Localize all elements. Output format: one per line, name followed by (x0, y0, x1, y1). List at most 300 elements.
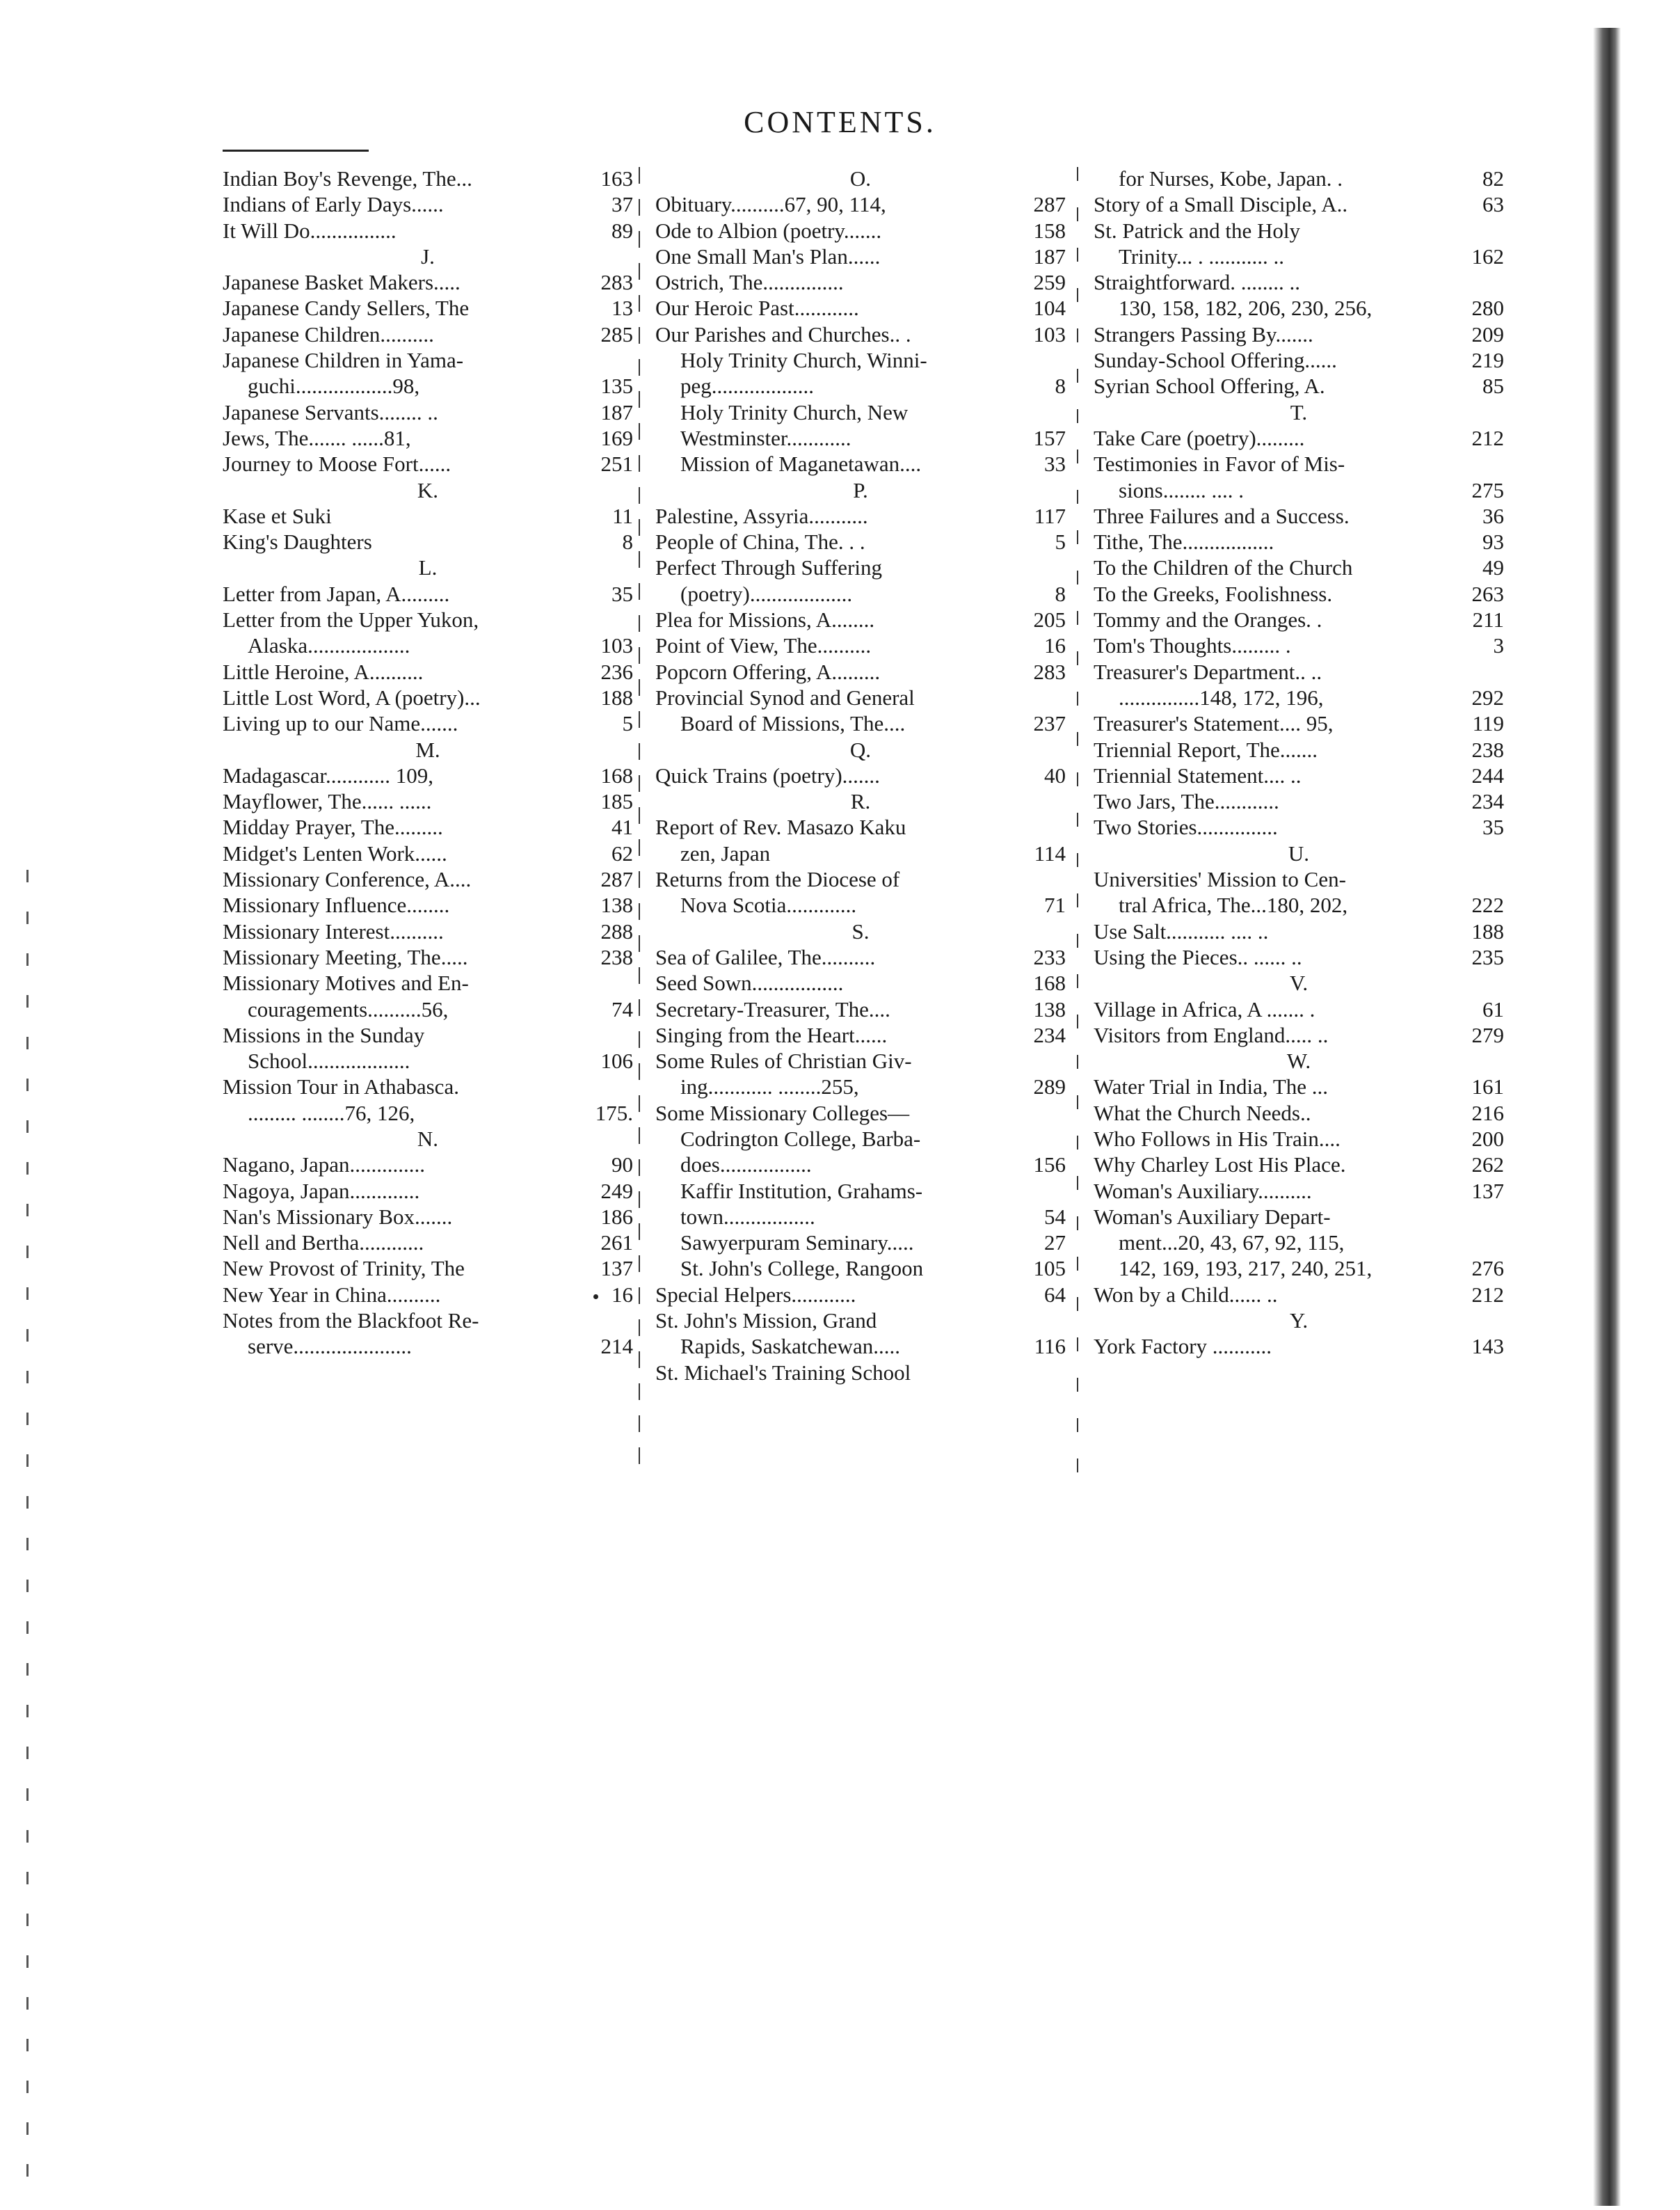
index-entry (1094, 555, 1504, 580)
entry-title: St. John's Mission, Grand (655, 1308, 877, 1333)
entry-title: People of China, The. . . (655, 530, 865, 555)
entry-page-number: 137 (600, 1256, 633, 1281)
entry-page-number: 219 (1471, 348, 1504, 373)
entry-title: Board of Missions, The.... (680, 711, 906, 736)
index-entry (655, 1204, 1066, 1230)
entry-title: Woman's Auxiliary.......... (1094, 1178, 1312, 1203)
entry-title: Popcorn Offering, A......... (655, 659, 881, 684)
index-entry (655, 244, 1066, 269)
entry-title: Quick Trains (poetry)....... (655, 763, 880, 788)
index-entry (1094, 685, 1504, 710)
entry-title: Missionary Meeting, The..... (223, 944, 468, 969)
index-entry (1094, 1022, 1504, 1048)
entry-page-number: 168 (1033, 971, 1066, 996)
left-margin-marks (26, 870, 29, 2206)
entry-page-number: 216 (1471, 1100, 1504, 1125)
index-entry (1094, 321, 1504, 347)
entry-title: does................. (680, 1152, 812, 1177)
entry-page-number: 279 (1471, 1022, 1504, 1047)
entry-page-number: 143 (1471, 1334, 1504, 1359)
index-entry (223, 996, 633, 1022)
index-entry (223, 503, 633, 529)
entry-page-number: 49 (1482, 555, 1504, 580)
section-letter (1094, 970, 1504, 996)
entry-title: York Factory ........... (1094, 1334, 1272, 1359)
entry-title: Little Lost Word, A (poetry)... (223, 685, 481, 710)
entry-page-number: 138 (600, 893, 633, 918)
section-letter (223, 1126, 633, 1152)
entry-page-number: 209 (1471, 321, 1504, 347)
entry-title: sions........ .... . (1119, 477, 1244, 502)
entry-title: 130, 158, 182, 206, 230, 256, (1119, 296, 1373, 321)
index-entry (655, 451, 1066, 477)
index-entry (223, 166, 633, 191)
entry-page-number: 168 (600, 763, 633, 788)
section-letter-text: P. (853, 477, 868, 502)
entry-title: ......... ........76, 126, (248, 1100, 415, 1125)
entry-page-number: 3 (1493, 633, 1504, 658)
index-entry (223, 373, 633, 399)
entry-title: Kaffir Institution, Grahams- (680, 1178, 923, 1203)
section-letter (1094, 841, 1504, 866)
section-letter-text: N. (417, 1126, 439, 1151)
index-entry (223, 892, 633, 918)
section-letter (655, 477, 1066, 503)
entry-title: Our Parishes and Churches.. . (655, 321, 911, 347)
entry-title: Story of a Small Disciple, A.. (1094, 192, 1348, 217)
entry-title: Our Heroic Past............ (655, 296, 859, 321)
entry-title: Seed Sown................. (655, 971, 844, 996)
section-letter-text: R. (850, 789, 871, 814)
index-entry (223, 866, 633, 892)
index-entry (655, 399, 1066, 425)
entry-title: Indian Boy's Revenge, The... (223, 166, 472, 191)
entry-page-number: 222 (1471, 893, 1504, 918)
entry-title: Testimonies in Favor of Mis- (1094, 452, 1345, 477)
entry-title: Sawyerpuram Seminary..... (680, 1230, 914, 1255)
entry-title: Palestine, Assyria........... (655, 503, 868, 528)
entry-page-number: 158 (1033, 218, 1066, 243)
entry-page-number: 233 (1033, 944, 1066, 969)
index-entry (223, 269, 633, 295)
entry-title: Village in Africa, A ....... . (1094, 996, 1315, 1021)
section-letter (223, 244, 633, 269)
index-entry (655, 996, 1066, 1022)
entry-page-number: 5 (1055, 530, 1066, 555)
entry-page-number: 205 (1033, 607, 1066, 633)
entry-page-number: 93 (1482, 530, 1504, 555)
index-entry (655, 529, 1066, 555)
entry-page-number: 41 (611, 815, 633, 840)
index-entry (655, 685, 1066, 710)
section-letter-text: W. (1286, 1049, 1311, 1074)
entry-page-number: 71 (1044, 893, 1066, 918)
entry-title: Nell and Bertha............ (223, 1230, 424, 1255)
index-entry (655, 1152, 1066, 1177)
entry-title: To the Children of the Church (1094, 555, 1353, 580)
entry-page-number: 8 (1055, 374, 1066, 399)
index-entry (223, 633, 633, 658)
entry-page-number: 187 (600, 399, 633, 424)
section-letter (1094, 1048, 1504, 1074)
entry-title: Nagano, Japan.............. (223, 1152, 425, 1177)
entry-title: Japanese Basket Makers..... (223, 270, 461, 295)
entry-page-number: 276 (1471, 1256, 1504, 1281)
entry-title: Japanese Children.......... (223, 321, 434, 347)
entry-page-number: 13 (611, 296, 633, 321)
index-entry (655, 269, 1066, 295)
entry-page-number: 16 (1044, 633, 1066, 658)
entry-page-number: 251 (600, 452, 633, 477)
entry-page-number: 104 (1033, 296, 1066, 321)
index-entry (223, 399, 633, 425)
section-letter (223, 555, 633, 580)
index-entry (655, 425, 1066, 451)
entry-title: Tommy and the Oranges. . (1094, 607, 1322, 633)
section-letter-text: Q. (849, 737, 872, 762)
entry-page-number: 162 (1471, 244, 1504, 269)
entry-title: Use Salt........... .... .. (1094, 919, 1269, 944)
entry-page-number: 175. (595, 1100, 633, 1125)
entry-page-number: 90 (611, 1152, 633, 1177)
index-entry (1094, 1178, 1504, 1204)
index-entry (655, 1178, 1066, 1204)
index-entry (223, 710, 633, 736)
entry-title: Take Care (poetry)......... (1094, 425, 1305, 450)
index-entry (655, 1074, 1066, 1099)
entry-title: Little Heroine, A.......... (223, 659, 424, 684)
entry-title: Provincial Synod and General (655, 685, 915, 710)
entry-title: Trinity... . ........... .. (1119, 244, 1284, 269)
ink-speck (593, 1294, 598, 1299)
index-entry (1094, 710, 1504, 736)
entry-title: Obituary..........67, 90, 114, (655, 192, 886, 217)
entry-title: Returns from the Diocese of (655, 867, 900, 892)
entry-title: Sunday-School Offering...... (1094, 348, 1337, 373)
index-entry (655, 1048, 1066, 1074)
entry-page-number: 37 (611, 192, 633, 217)
index-entry (1094, 244, 1504, 269)
entry-page-number: 64 (1044, 1282, 1066, 1307)
section-letter-text: K. (417, 477, 439, 502)
entry-title: Triennial Statement.... .. (1094, 763, 1302, 788)
index-entry (655, 218, 1066, 244)
index-entry (1094, 892, 1504, 918)
index-entry (655, 321, 1066, 347)
index-entry (1094, 295, 1504, 321)
section-letter (223, 477, 633, 503)
index-entry (655, 1100, 1066, 1126)
entry-page-number: 280 (1471, 296, 1504, 321)
index-entry (223, 1152, 633, 1177)
entry-title: St. John's College, Rangoon (680, 1256, 924, 1281)
entry-title: Nan's Missionary Box....... (223, 1204, 453, 1229)
entry-page-number: 169 (600, 425, 633, 450)
entry-title: Triennial Report, The....... (1094, 737, 1318, 762)
index-entry (223, 659, 633, 685)
index-entry (223, 581, 633, 607)
entry-page-number: 234 (1471, 789, 1504, 814)
section-letter-text: U. (1288, 841, 1310, 866)
index-entry (655, 1307, 1066, 1333)
index-entry (223, 321, 633, 347)
index-entry (655, 944, 1066, 970)
entry-title: Universities' Mission to Cen- (1094, 867, 1346, 892)
entry-page-number: 5 (622, 711, 633, 736)
entry-page-number: 138 (1033, 996, 1066, 1021)
entry-title: Missionary Interest.......... (223, 919, 444, 944)
entry-page-number: 137 (1471, 1178, 1504, 1203)
entry-title: Two Jars, The............ (1094, 789, 1279, 814)
entry-page-number: 62 (611, 841, 633, 866)
entry-page-number: 105 (1033, 1256, 1066, 1281)
index-entry (223, 1048, 633, 1074)
index-entry (655, 633, 1066, 658)
index-column-1 (223, 166, 633, 1360)
entry-page-number: 185 (600, 789, 633, 814)
index-entry (655, 892, 1066, 918)
index-entry (655, 607, 1066, 633)
index-entry (223, 919, 633, 944)
entry-page-number: 54 (1044, 1204, 1066, 1229)
entry-title: Report of Rev. Masazo Kaku (655, 815, 906, 840)
index-entry (1094, 477, 1504, 503)
section-letter-text: V. (1289, 971, 1309, 996)
entry-title: Living up to our Name....... (223, 711, 458, 736)
index-entry (655, 503, 1066, 529)
entry-title: Using the Pieces.. ...... .. (1094, 944, 1302, 969)
section-letter-text: S. (851, 919, 870, 944)
index-entry (655, 1022, 1066, 1048)
entry-title: School................... (248, 1049, 410, 1074)
entry-page-number: 188 (1471, 919, 1504, 944)
index-entry (223, 1178, 633, 1204)
entry-title: King's Daughters (223, 530, 372, 555)
page-title: CONTENTS. (744, 105, 936, 139)
entry-title: Missionary Influence........ (223, 893, 450, 918)
title-rule (223, 150, 369, 152)
index-entry (1094, 1126, 1504, 1152)
entry-page-number: 8 (622, 530, 633, 555)
entry-title: Singing from the Heart...... (655, 1022, 888, 1047)
entry-page-number: 116 (1034, 1334, 1066, 1359)
entry-page-number: 285 (600, 321, 633, 347)
entry-title: Holy Trinity Church, New (680, 399, 909, 424)
entry-title: Some Missionary Colleges— (655, 1100, 910, 1125)
entry-page-number: 214 (600, 1334, 633, 1359)
section-letter (1094, 399, 1504, 425)
section-letter-text: J. (421, 244, 435, 269)
entry-page-number: 259 (1033, 270, 1066, 295)
index-entry (655, 373, 1066, 399)
section-letter (655, 737, 1066, 763)
index-entry (1094, 529, 1504, 555)
index-entry (223, 763, 633, 788)
entry-title: Water Trial in India, The ... (1094, 1074, 1329, 1099)
index-entry (655, 191, 1066, 217)
section-letter (655, 166, 1066, 191)
entry-page-number: 187 (1033, 244, 1066, 269)
section-letter (223, 737, 633, 763)
entry-title: zen, Japan (680, 841, 771, 866)
entry-title: Rapids, Saskatchewan..... (680, 1334, 900, 1359)
entry-title: Some Rules of Christian Giv- (655, 1049, 912, 1074)
index-entry (1094, 1255, 1504, 1281)
index-entry (1094, 919, 1504, 944)
index-entry (223, 970, 633, 996)
entry-page-number: 82 (1482, 166, 1504, 191)
index-entry (1094, 347, 1504, 373)
index-column-3 (1094, 166, 1504, 1360)
index-entry (1094, 607, 1504, 633)
index-entry (655, 347, 1066, 373)
entry-page-number: 283 (1033, 659, 1066, 684)
entry-title: Plea for Missions, A........ (655, 607, 875, 633)
entry-title: Missions in the Sunday (223, 1022, 425, 1047)
index-entry (1094, 1230, 1504, 1255)
entry-title: Visitors from England..... .. (1094, 1022, 1329, 1047)
index-entry (655, 841, 1066, 866)
entry-title: Mission of Maganetawan.... (680, 452, 922, 477)
index-entry (1094, 425, 1504, 451)
index-entry (655, 1333, 1066, 1359)
index-entry (223, 1255, 633, 1281)
index-entry (1094, 451, 1504, 477)
entry-title: St. Patrick and the Holy (1094, 218, 1301, 243)
index-entry (655, 866, 1066, 892)
entry-page-number: 289 (1033, 1074, 1066, 1099)
entry-page-number: 236 (600, 659, 633, 684)
entry-page-number: 89 (611, 218, 633, 243)
column-divider-right (1077, 167, 1078, 1475)
entry-title: tral Africa, The...180, 202, (1119, 893, 1348, 918)
entry-title: One Small Man's Plan...... (655, 244, 881, 269)
index-entry (1094, 866, 1504, 892)
entry-title: St. Michael's Training School (655, 1360, 911, 1385)
entry-page-number: 200 (1471, 1126, 1504, 1151)
entry-title: Mayflower, The...... ...... (223, 789, 432, 814)
index-entry (223, 451, 633, 477)
index-entry (655, 1255, 1066, 1281)
entry-title: Midget's Lenten Work...... (223, 841, 447, 866)
index-entry (223, 841, 633, 866)
entry-page-number: 212 (1471, 1282, 1504, 1307)
index-entry (655, 581, 1066, 607)
index-entry (223, 295, 633, 321)
index-entry (1094, 659, 1504, 685)
index-entry (1094, 996, 1504, 1022)
entry-page-number: 283 (600, 270, 633, 295)
entry-title: Who Follows in His Train.... (1094, 1126, 1341, 1151)
entry-title: town................. (680, 1204, 815, 1229)
index-entry (1094, 503, 1504, 529)
entry-page-number: 262 (1471, 1152, 1504, 1177)
entry-page-number: 157 (1033, 425, 1066, 450)
index-entry (1094, 1282, 1504, 1307)
entry-page-number: 33 (1044, 452, 1066, 477)
index-entry (1094, 166, 1504, 191)
entry-page-number: 27 (1044, 1230, 1066, 1255)
entry-title: Notes from the Blackfoot Re- (223, 1308, 479, 1333)
index-entry (655, 814, 1066, 840)
entry-page-number: 212 (1471, 425, 1504, 450)
entry-title: Kase et Suki (223, 503, 332, 528)
index-entry (223, 1282, 633, 1307)
index-entry (1094, 581, 1504, 607)
entry-title: Woman's Auxiliary Depart- (1094, 1204, 1331, 1229)
index-entry (1094, 633, 1504, 658)
index-entry (1094, 1100, 1504, 1126)
entry-title: Alaska................... (248, 633, 410, 658)
page-edge-shadow (1593, 28, 1621, 2206)
entry-page-number: 235 (1471, 944, 1504, 969)
index-entry (223, 1307, 633, 1333)
section-letter (1094, 1307, 1504, 1333)
index-entry (223, 218, 633, 244)
entry-page-number: 36 (1482, 503, 1504, 528)
section-letter (655, 919, 1066, 944)
entry-title: Two Stories............... (1094, 815, 1278, 840)
entry-page-number: 249 (600, 1178, 633, 1203)
entry-title: ment...20, 43, 67, 92, 115, (1119, 1230, 1345, 1255)
index-column-2 (655, 166, 1066, 1385)
index-entry (655, 710, 1066, 736)
index-entry (1094, 944, 1504, 970)
entry-page-number: 186 (600, 1204, 633, 1229)
entry-title: To the Greeks, Foolishness. (1094, 581, 1333, 606)
index-entry (1094, 191, 1504, 217)
entry-title: Madagascar............ 109, (223, 763, 434, 788)
entry-page-number: 119 (1472, 711, 1504, 736)
entry-page-number: 103 (1033, 321, 1066, 347)
section-letter-text: O. (849, 166, 872, 191)
entry-title: Japanese Children in Yama- (223, 348, 464, 373)
index-entry (655, 1282, 1066, 1307)
entry-title: Nagoya, Japan............. (223, 1178, 420, 1203)
index-entry (655, 1230, 1066, 1255)
index-entry (1094, 1074, 1504, 1099)
entry-title: Tithe, The................. (1094, 530, 1274, 555)
index-entry (1094, 737, 1504, 763)
index-entry (223, 1074, 633, 1099)
entry-title: What the Church Needs.. (1094, 1100, 1311, 1125)
entry-title: Syrian School Offering, A. (1094, 374, 1325, 399)
entry-title: It Will Do................ (223, 218, 397, 243)
entry-title: Nova Scotia............. (680, 893, 857, 918)
index-entry (223, 607, 633, 633)
entry-page-number: 238 (600, 944, 633, 969)
entry-title: Missionary Conference, A.... (223, 867, 472, 892)
index-entry (223, 1333, 633, 1359)
entry-title: Why Charley Lost His Place. (1094, 1152, 1346, 1177)
entry-title: Japanese Servants........ .. (223, 399, 438, 424)
index-entry (1094, 1333, 1504, 1359)
entry-title: Point of View, The.......... (655, 633, 872, 658)
index-entry (223, 788, 633, 814)
entry-page-number: 8 (1055, 581, 1066, 606)
entry-page-number: 237 (1033, 711, 1066, 736)
entry-page-number: 16 (611, 1282, 633, 1307)
entry-page-number: 292 (1471, 685, 1504, 710)
entry-title: peg................... (680, 374, 815, 399)
section-letter-text: L. (418, 555, 438, 580)
index-entry (223, 425, 633, 451)
index-entry (223, 944, 633, 970)
entry-page-number: 135 (600, 374, 633, 399)
index-entry (223, 1100, 633, 1126)
entry-page-number: 103 (600, 633, 633, 658)
entry-title: serve...................... (248, 1334, 412, 1359)
